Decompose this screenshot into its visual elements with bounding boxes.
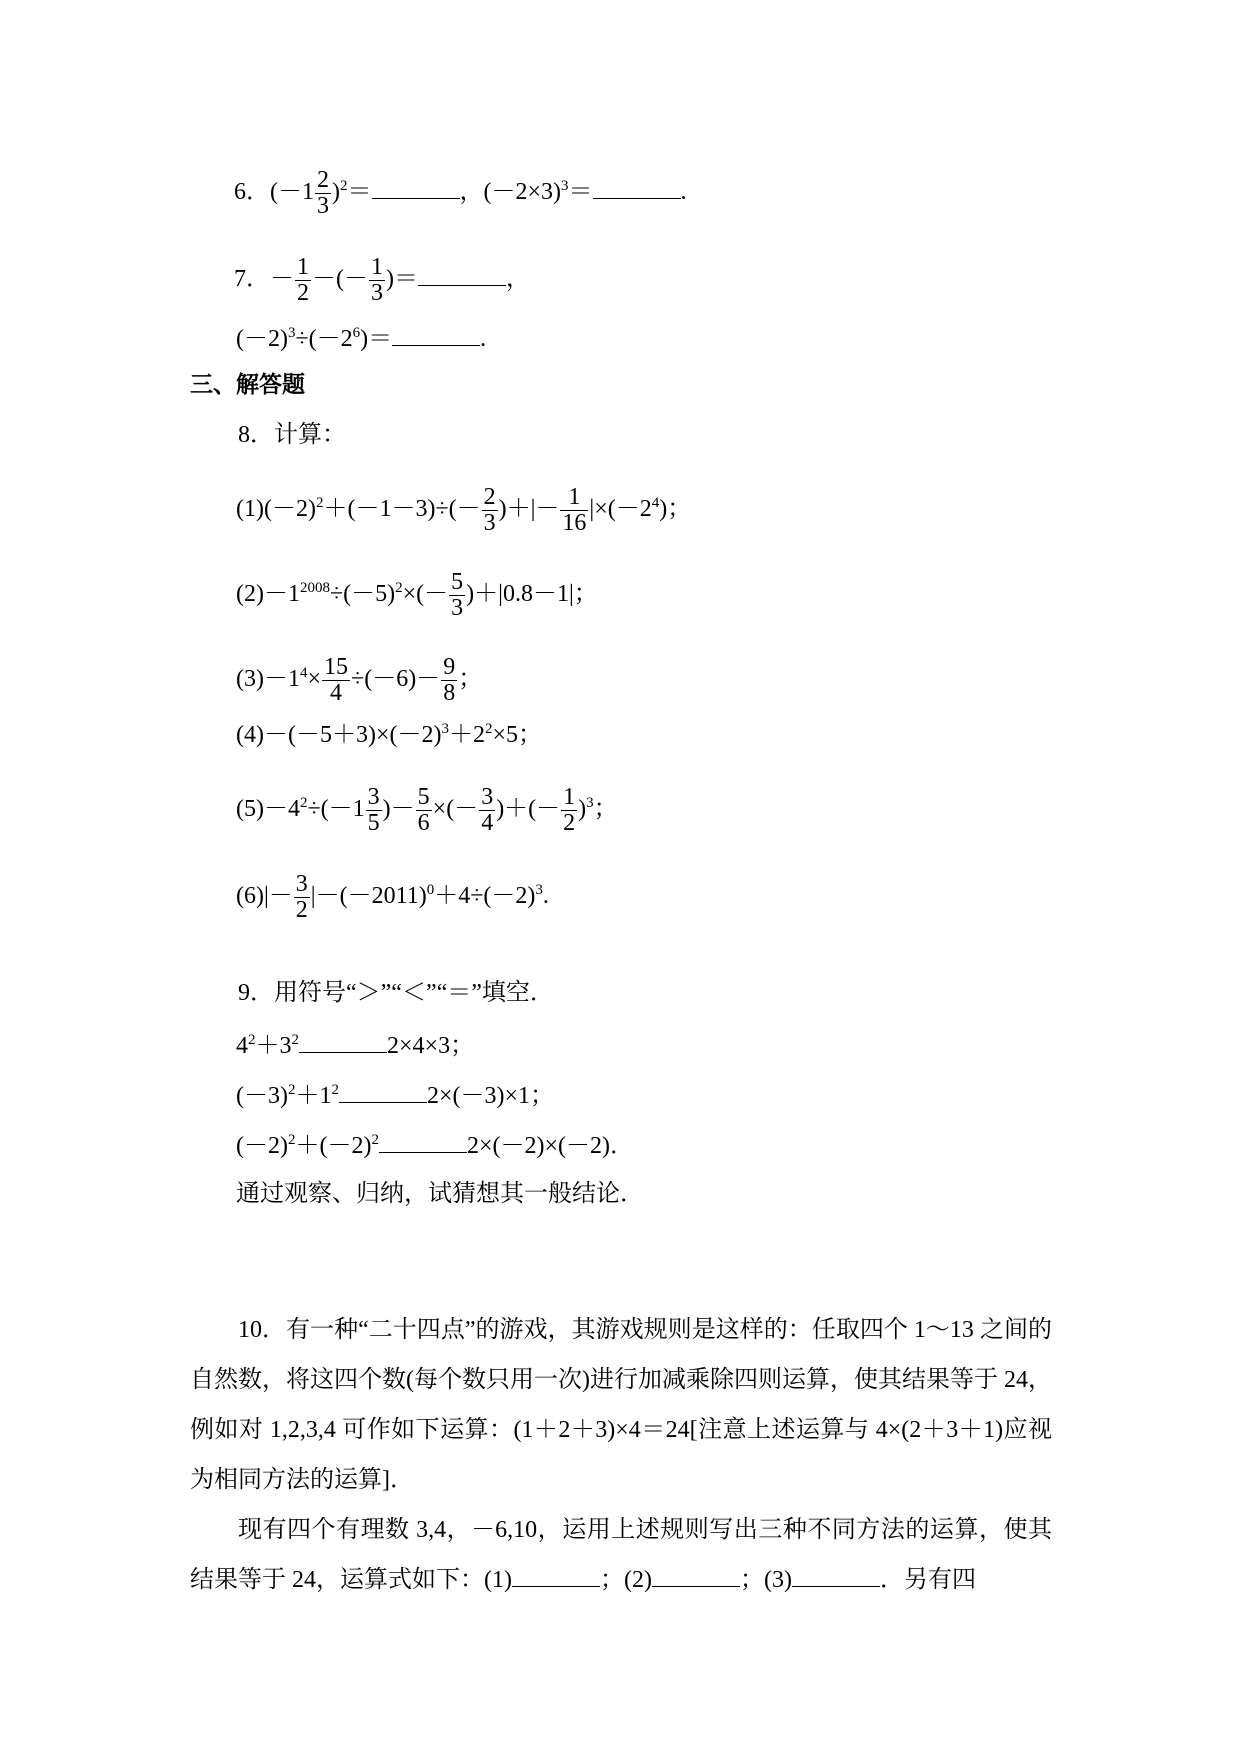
q8-p1-gn: 1 [560, 485, 588, 511]
q8-p2-fd: 3 [451, 595, 464, 622]
q9-l3-a: (－2) [236, 1133, 288, 1159]
q9-l2-e1: 2 [287, 1082, 296, 1098]
section-heading: 三、解答题 [190, 372, 305, 398]
q8-p5-frac-4 [561, 785, 577, 836]
q8-p2-a: (2)－1 [236, 581, 300, 608]
q8-title: 8．计算： [238, 422, 346, 448]
q8-p1-gd: 16 [562, 510, 587, 537]
q6-expr1-exp: 2 [340, 178, 348, 195]
q10-para2-a: 现有四个有理数 3,4，－6,10，运用上述规则写出三种不同方法的运算，使其结果等于 24，运算式如下：(1) [190, 1517, 1052, 1593]
q8-p5-id: 2 [563, 810, 576, 837]
q7-mid: －(－ [312, 266, 368, 293]
q7-f1-den: 2 [297, 280, 309, 307]
q8-part-6 [236, 872, 549, 923]
q8-p6-fd: 2 [295, 897, 308, 924]
q6-expr1-eq: ＝ [347, 179, 372, 206]
q9-l2-b: ＋1 [295, 1083, 332, 1109]
q8-p3-a: (3)－1 [236, 666, 300, 693]
q10-para2-c: ；(3) [739, 1567, 792, 1593]
q8-p2-fn: 5 [451, 569, 464, 595]
q8-p3-d: ； [458, 666, 483, 693]
q7-line2-c: )＝ [360, 326, 393, 352]
q8-p4-b: ＋2 [449, 722, 485, 748]
q7-line-1 [234, 255, 530, 306]
q8-p1-a: (1)(－2) [236, 496, 316, 523]
q10-para2-d: ．另有四 [879, 1567, 976, 1593]
q8-p6-fn: 3 [295, 871, 308, 897]
q10-paragraph-2 [190, 1505, 1052, 1605]
q7-line2-exp1: 3 [287, 325, 296, 341]
q8-p4-a: (4)－(－5＋3)×(－2) [236, 722, 442, 748]
q8-p1-frac-2 [560, 485, 588, 536]
q7-line2-exp2: 6 [352, 325, 361, 341]
q8-p1-fn: 2 [483, 484, 496, 510]
q8-p5-c: )－ [382, 796, 415, 823]
q8-p1-e1: 2 [315, 495, 324, 512]
q8-p5-a: (5)－4 [236, 796, 300, 823]
q9-conclusion: 通过观察、归纳，试猜想其一般结论． [236, 1181, 644, 1207]
q6-frac-den: 3 [317, 193, 329, 220]
q8-p5-b: ÷(－1 [307, 796, 365, 823]
q6-expr1-close: ) [332, 179, 340, 206]
q9-l1-b: ＋3 [255, 1033, 292, 1059]
q8-p1-fd: 3 [483, 510, 496, 537]
q7-minus: － [270, 266, 294, 293]
q8-p5-fd: 5 [367, 810, 380, 837]
q8-p3-frac-2 [441, 655, 457, 706]
q8-p6-e2: 3 [535, 882, 543, 899]
q8-p5-frac-2 [416, 785, 432, 836]
q8-p3-b: × [307, 666, 322, 693]
q7-line2-b: ÷(－2 [295, 326, 353, 352]
q8-p4-e2: 2 [485, 721, 493, 737]
q9-line-2 [236, 1082, 554, 1108]
q8-p3-e1: 4 [299, 665, 308, 682]
q6-fraction [315, 168, 331, 219]
q9-blank-3[interactable] [379, 1132, 467, 1153]
q8-p5-f: ) [578, 796, 587, 823]
q9-l2-a: (－3) [236, 1083, 288, 1109]
q8-part-1 [236, 485, 691, 536]
q8-p6-c: ＋4÷(－2) [434, 883, 536, 910]
q7-blank-2[interactable] [392, 325, 480, 346]
q6-number: 6． [234, 179, 270, 206]
q10-para2-b: ；(2) [599, 1567, 652, 1593]
q8-p6-frac [294, 872, 310, 923]
q8-p2-e1: 2008 [299, 580, 330, 597]
q6-blank-1[interactable] [372, 178, 460, 199]
q8-p5-e1: 2 [299, 795, 308, 812]
q8-p3-c: ÷(－6)－ [351, 666, 441, 693]
q10-blank-1[interactable] [512, 1566, 600, 1587]
q7-f1-num: 1 [297, 254, 309, 280]
q7-f2-den: 3 [371, 280, 383, 307]
q6-line [234, 168, 687, 219]
q8-p5-frac-3 [479, 785, 495, 836]
q8-part-3 [236, 655, 482, 706]
q9-l3-e2: 2 [371, 1132, 379, 1148]
q9-line-1 [236, 1032, 474, 1058]
q8-p5-d: ×(－ [432, 796, 479, 823]
q9-l1-a: 4 [236, 1033, 248, 1059]
q7-blank-1[interactable] [418, 265, 506, 286]
q9-l2-c: 2×(－3)×1； [426, 1083, 555, 1109]
q8-p3-gd: 8 [443, 680, 456, 707]
q9-title: 9．用符号“＞”“＜”“＝”填空． [238, 980, 554, 1006]
q9-l3-b: ＋(－2) [295, 1133, 372, 1159]
q8-p5-gd: 6 [417, 810, 430, 837]
q10-blank-2[interactable] [652, 1566, 740, 1587]
q8-p5-in: 1 [563, 784, 576, 810]
q7-fraction-2 [369, 255, 385, 306]
q7-end: ， [506, 266, 530, 293]
q6-expr2: ，(－2×3) [459, 179, 562, 206]
q8-p6-e1: 0 [426, 882, 435, 899]
q6-expr2-eq: ＝ [568, 179, 593, 206]
q9-line-3 [236, 1132, 634, 1158]
q8-p5-hn: 3 [481, 784, 494, 810]
q8-p5-e: )＋(－ [496, 796, 561, 823]
q9-l1-c: 2×4×3； [387, 1033, 475, 1059]
q6-expr2-exp: 3 [561, 178, 569, 195]
q8-p5-fn: 3 [367, 784, 380, 810]
q7-line-2 [236, 325, 486, 351]
q9-l2-e2: 2 [331, 1082, 339, 1098]
q8-p2-b: ÷(－5) [329, 581, 396, 608]
q6-blank-2[interactable] [593, 178, 681, 199]
q8-part-5 [236, 785, 618, 836]
q6-end: . [680, 179, 687, 206]
q6-expr1-open: (－1 [270, 179, 314, 206]
q7-f2-num: 1 [371, 254, 383, 280]
q8-p2-d: )＋|0.8－1|； [466, 581, 598, 608]
q8-p1-b: ＋(－1－3)÷(－ [323, 496, 481, 523]
q8-p3-fn: 15 [324, 654, 349, 680]
q8-p5-e2: 3 [586, 795, 594, 812]
q8-p1-e: )； [659, 496, 692, 523]
q8-p4-e1: 3 [441, 721, 449, 737]
q8-part-4 [236, 723, 542, 747]
q8-p6-a: (6)|－ [236, 883, 293, 910]
q8-p1-frac-1 [482, 485, 498, 536]
q8-p1-e2: 4 [651, 495, 660, 512]
q8-p3-fd: 4 [330, 680, 343, 707]
q8-p1-c: )＋|－ [498, 496, 560, 523]
q9-blank-1[interactable] [299, 1032, 387, 1053]
q8-p2-frac [449, 570, 465, 621]
q8-part-2 [236, 570, 598, 621]
q10-para1-text: 10．有一种“二十四点”的游戏，其游戏规则是这样的：任取四个 1～13 之间的自然数，将这四个数(每个数只用一次)进行加减乘除四则运算，使其结果等于 24，例如对 1,2,3,4 可作如下运算：(1＋2＋3)×4＝24[注意上述运算与 4×(2＋3＋1)应视为相同方法的运算]． [190, 1317, 1052, 1493]
q8-p1-d: |×(－2 [589, 496, 652, 523]
q8-p3-gn: 9 [443, 654, 456, 680]
q6-frac-num: 2 [317, 167, 329, 193]
q9-l1-e2: 2 [291, 1032, 299, 1048]
q9-blank-2[interactable] [339, 1082, 427, 1103]
q9-l3-c: 2×(－2)×(－2)． [466, 1133, 635, 1159]
q8-p5-g: ； [593, 796, 618, 823]
q8-p6-d: . [542, 883, 549, 910]
q10-blank-3[interactable] [792, 1566, 880, 1587]
q9-l1-e1: 2 [248, 1032, 256, 1048]
q8-p4-c: ×5； [492, 722, 543, 748]
q8-p6-b: |－(－2011) [310, 883, 427, 910]
q8-p2-e2: 2 [395, 580, 403, 597]
q7-line2-end: . [480, 326, 487, 352]
q8-p3-frac-1 [322, 655, 350, 706]
q8-p5-gn: 5 [417, 784, 430, 810]
q7-close: )＝ [386, 266, 418, 293]
q8-p2-c: ×(－ [402, 581, 449, 608]
q8-p5-hd: 4 [481, 810, 494, 837]
q8-p5-frac-1 [366, 785, 382, 836]
q7-fraction-1 [295, 255, 311, 306]
q9-l3-e1: 2 [287, 1132, 296, 1148]
q7-line2-a: (－2) [236, 326, 288, 352]
q7-number: 7． [234, 266, 270, 293]
q10-paragraph-1 [190, 1305, 1052, 1505]
